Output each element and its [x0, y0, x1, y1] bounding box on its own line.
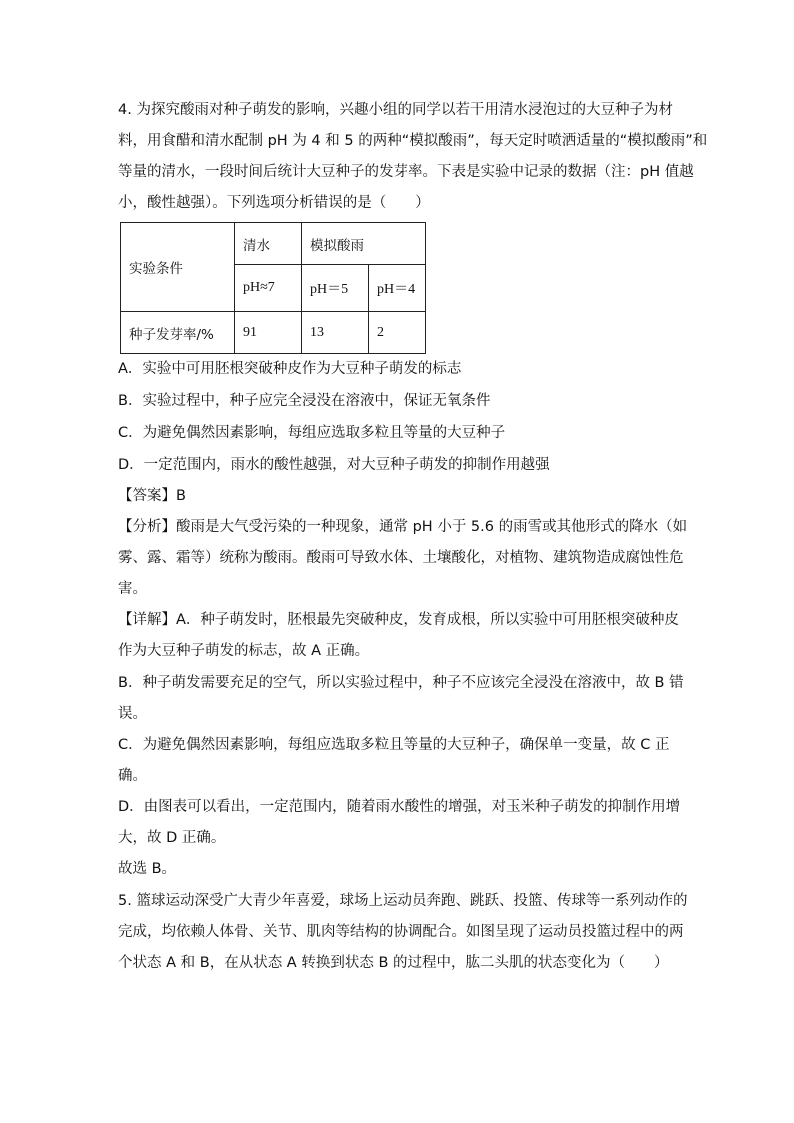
q4-option-d: D．一定范围内，雨水的酸性越强，对大豆种子萌发的抑制作用越强	[118, 457, 550, 473]
q5-stem-line-1: 5. 篮球运动深受广大青少年喜爱，球场上运动员奔跑、跳跃、投篮、传球等一系列动作的	[118, 893, 688, 909]
q5-stem-line-2: 完成，均依赖人体骨、关节、肌肉等结构的协调配合。如图呈现了运动员投篮过程中的两	[118, 924, 684, 940]
q4-analysis-line-3: 害。	[118, 581, 147, 597]
q5-stem-line-3: 个状态 A 和 B，在从状态 A 转换到状态 B 的过程中，肱二头肌的状态变化为（ ）	[118, 955, 669, 971]
q4-detail-line-7: D．由图表可以看出，一定范围内，随着雨水酸性的增强，对玉米种子萌发的抑制作用增	[118, 799, 681, 815]
q4-answer: 【答案】B	[118, 488, 186, 504]
q4-detail-line-3: B．种子萌发需要充足的空气，所以实验过程中，种子不应该完全浸没在溶液中，故 B 错	[118, 675, 684, 691]
q4-detail-line-2: 作为大豆种子萌发的标志，故 A 正确。	[118, 643, 370, 659]
q4-analysis-line-1: 【分析】酸雨是大气受污染的一种现象，通常 pH 小于 5.6 的雨雪或其他形式的降水（如	[118, 519, 688, 535]
q4-option-a: A．实验中可用胚根突破种皮作为大豆种子萌发的标志	[118, 361, 462, 377]
q4-option-c: C．为避免偶然因素影响，每组应选取多粒且等量的大豆种子	[118, 425, 506, 441]
table-cell-ph-4: pH＝4	[369, 265, 426, 312]
table-cell-rate-5: 13	[302, 312, 369, 354]
table-cell-rate-4: 2	[369, 312, 426, 354]
q4-stem-line-1: 4. 为探究酸雨对种子萌发的影响，兴趣小组的同学以若干用清水浸泡过的大豆种子为材	[118, 102, 673, 118]
q4-detail-line-8: 大，故 D 正确。	[118, 830, 226, 846]
table-cell-ph-water: pH≈7	[235, 265, 302, 312]
q4-stem-line-3: 等量的清水，一段时间后统计大豆种子的发芽率。下表是实验中记录的数据（注：pH 值越	[118, 164, 694, 180]
table-cell-rate-water: 91	[235, 312, 302, 354]
q4-stem-line-2: 料，用食醋和清水配制 pH 为 4 和 5 的两种“模拟酸雨”，每天定时喷洒适量的“模拟酸雨”和	[118, 133, 708, 149]
q4-detail-line-6: 确。	[118, 768, 147, 784]
q4-analysis-line-2: 雾、露、霜等）统称为酸雨。酸雨可导致水体、土壤酸化，对植物、建筑物造成腐蚀性危	[118, 550, 684, 566]
q4-detail-line-1: 【详解】A．种子萌发时，胚根最先突破种皮，发育成根，所以实验中可用胚根突破种皮	[118, 612, 679, 628]
germination-table	[120, 222, 426, 354]
q4-detail-line-5: C．为避免偶然因素影响，每组应选取多粒且等量的大豆种子，确保单一变量，故 C 正	[118, 737, 670, 753]
table-cell-ph-5: pH＝5	[302, 265, 369, 312]
q4-stem-line-4: 小，酸性越强）。下列选项分析错误的是（ ）	[118, 195, 430, 211]
table-header-condition: 实验条件	[121, 223, 235, 312]
table-header-water: 清水	[235, 223, 302, 265]
q4-detail-line-4: 误。	[118, 706, 147, 722]
table-header-acid-rain: 模拟酸雨	[302, 223, 426, 265]
q4-detail-line-9: 故选 B。	[118, 861, 177, 877]
table-row-label-rate: 种子发芽率/%	[121, 312, 235, 354]
q4-option-b: B．实验过程中，种子应完全浸没在溶液中，保证无氧条件	[118, 393, 491, 409]
